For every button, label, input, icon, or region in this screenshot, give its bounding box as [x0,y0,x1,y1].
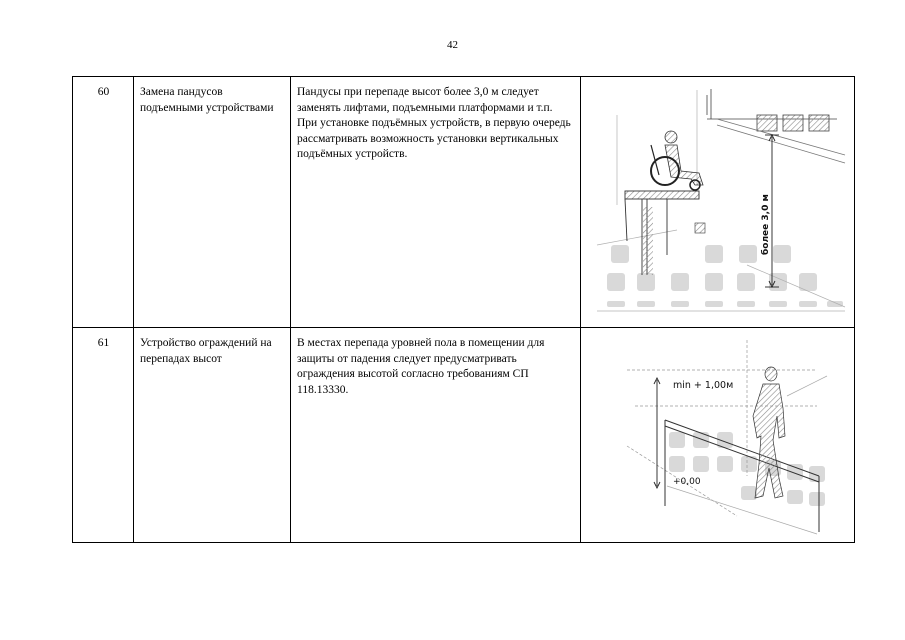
row-title: Замена пандусов подъемными устройствами [134,77,291,328]
row-description [291,77,581,328]
dimension-label: более 3,0 м [761,194,771,255]
wheelchair-user-icon [651,131,703,190]
wheelchair-sign-icon [695,223,705,233]
page-number: 42 [447,39,458,51]
requirements-table [72,76,855,543]
illustration-cell [581,328,855,543]
description-paragraph: При установке подъёмных устройств, в первую очередь рассматривать возможность установки вертикальных подъёмных устройств. [297,117,571,160]
table-row [73,328,855,543]
height-label: min + 1,00м [673,380,734,391]
floor-tiles [669,432,825,506]
railing-illustration [587,336,855,536]
height-dimension [654,378,660,488]
lift-illustration [587,85,855,321]
description-paragraph: В местах перепада уровней пола в помещении для защиты от падения следует предусматривать ограждения высотой согласно требованиям СП 118.13330. [297,337,545,396]
upper-landing [707,89,845,163]
level-label: +0,00 [673,477,701,487]
row-description [291,328,581,543]
row-title: Устройство ограждений на перепадах высот [134,328,291,543]
row-number: 60 [73,77,134,328]
description-paragraph: Пандусы при перепаде высот более 3,0 м следует заменять лифтами, подъемными платформами и т.п. [297,86,553,114]
table-row [73,77,855,328]
illustration-cell [581,77,855,328]
walking-person-icon [753,367,785,498]
row-number: 61 [73,328,134,543]
